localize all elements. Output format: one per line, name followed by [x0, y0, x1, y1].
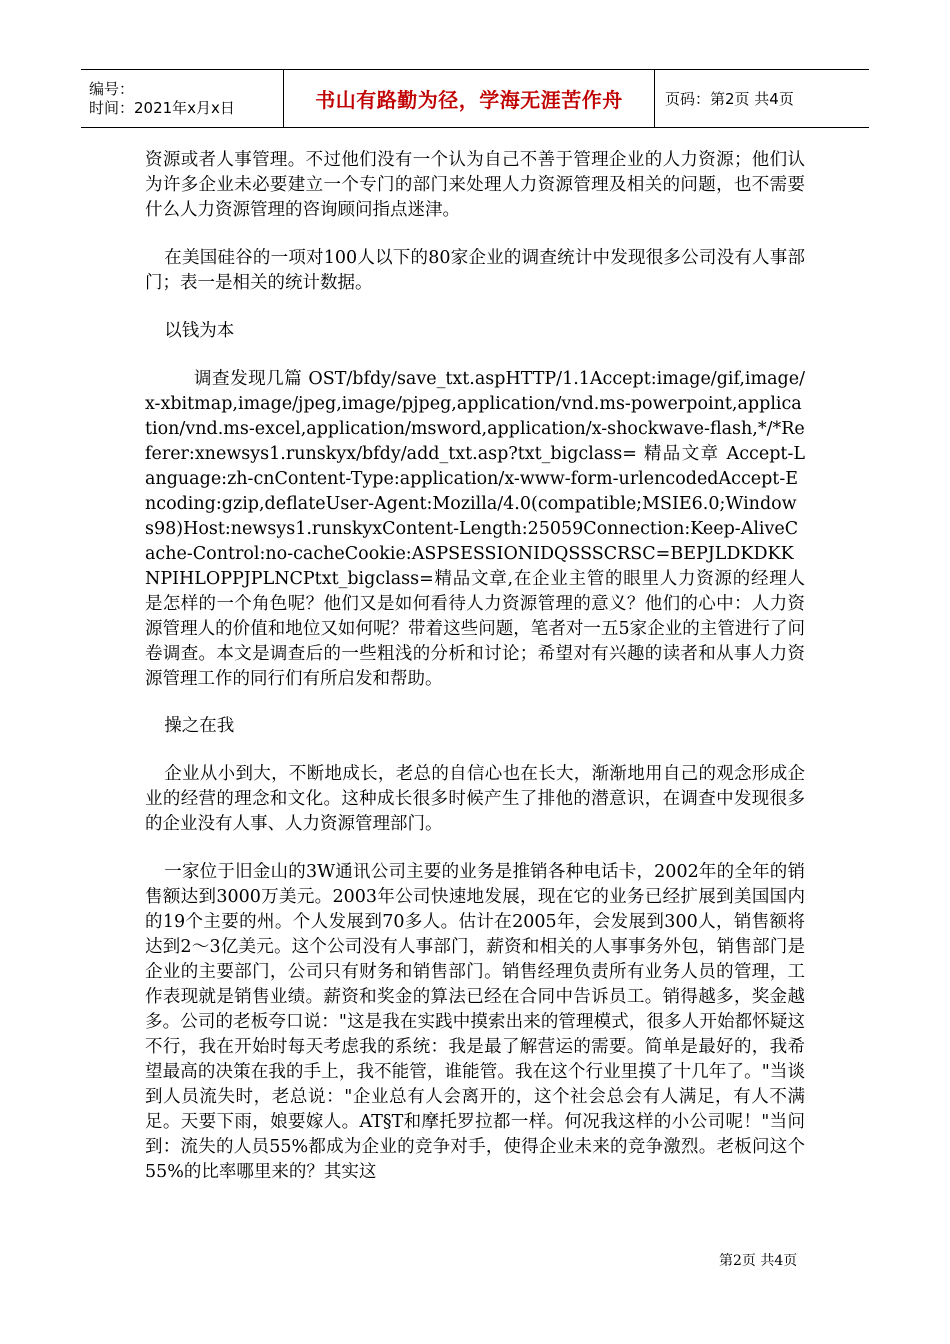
header-meta — [81, 70, 283, 127]
page-header — [81, 69, 869, 128]
paragraph: 企业从小到大，不断地成长，老总的自信心也在长大，渐渐地用自己的观念形成企业的经营的理念和文化。这种成长很多时候产生了排他的潜意识，在调查中发现很多的企业没有人事、人力资源管理部门。 — [145, 764, 805, 834]
paragraph: 资源或者人事管理。不过他们没有一个认为自己不善于管理企业的人力资源；他们认为许多企业未必要建立一个专门的部门来处理人力资源管理及相关的问题，也不需要什么人力资源管理的咨询顾问指点迷津。 — [145, 150, 805, 220]
document-body — [145, 148, 805, 1208]
footer-page-number: 第2页 共4页 — [719, 1253, 798, 1269]
header-page-label: 页码：第2页 共4页 — [665, 90, 794, 108]
section-heading: 操之在我 — [164, 716, 235, 736]
header-page-info — [655, 70, 869, 127]
motto-text: 书山有路勤为径，学海无涯苦作舟 — [315, 88, 623, 112]
paragraph: 调查发现几篇 OST/bfdy/save_txt.aspHTTP/1.1Accept:image/gif,image/x-xbitmap,image/jpeg,image/pjpeg,application/vnd.ms-powerpoint,application/vnd.ms-excel,application/msword,application/x-shockwave-flash,*/*Referer:xnewsys1.runskyx/bfdy/add_txt.asp?txt_bigclass= 精品文章 Accept-Language:zh-cnContent-Type:application/x-www-form-urlencodedAccept-Encoding:gzip,deflateUser-Agent:Mozilla/4.0(compatible;MSIE6.0;Windows98)Host:newsys1.runskyxContent-Length:25059Connection:Keep-AliveCache-Control:no-cacheCookie:ASPSESSIONIDQSSSCRSC=BEPJLDKDKKNPIHLOPPJPLNCPtxt_bigclass=精品文章,在企业主管的眼里人力资源的经理人是怎样的一个角色呢？他们又是如何看待人力资源管理的意义？他们的心中：人力资源管理人的价值和地位又如何呢？带着这些问题，笔者对一五5家企业的主管进行了问卷调查。本文是调查后的一些粗浅的分析和讨论；希望对有兴趣的读者和从事人力资源管理工作的同行们有所启发和帮助。 — [145, 369, 805, 689]
page-footer — [719, 1250, 797, 1270]
paragraph: 在美国硅谷的一项对100人以下的80家企业的调查统计中发现很多公司没有人事部门；表一是相关的统计数据。 — [145, 248, 805, 293]
document-time-label: 时间：2021年x月x日 — [89, 98, 235, 117]
paragraph: 一家位于旧金山的3W通讯公司主要的业务是推销各种电话卡，2002年的全年的销售额达到3000万美元。2003年公司快速地发展，现在它的业务已经扩展到美国国内的19个主要的州。个人发展到70多人。估计在2005年，会发展到300人，销售额将达到2～3亿美元。这个公司没有人事部门，薪资和相关的人事事务外包，销售部门是企业的主要部门，公司只有财务和销售部门。销售经理负责所有业务人员的管理，工作表现就是销售业绩。薪资和奖金的算法已经在合同中告诉员工。销得越多，奖金越多。公司的老板夸口说："这是我在实践中摸索出来的管理模式，很多人开始都怀疑这不行，我在开始时每天考虑我的系统：我是最了解营运的需要。简单是最好的，我希望最高的决策在我的手上，我不能管，谁能管。我在这个行业里摸了十几年了。"当谈到人员流失时，老总说："企业总有人会离开的，这个社会总会有人满足，有人不满足。天要下雨，娘要嫁人。AT§T和摩托罗拉都一样。何况我这样的小公司呢！"当问到：流失的人员55%都成为企业的竞争对手，使得企业未来的竞争激烈。老板问这个55%的比率哪里来的？其实这 — [145, 862, 805, 1182]
document-number-label: 编号： — [89, 79, 135, 98]
header-motto — [283, 70, 655, 127]
section-heading: 以钱为本 — [164, 321, 235, 341]
